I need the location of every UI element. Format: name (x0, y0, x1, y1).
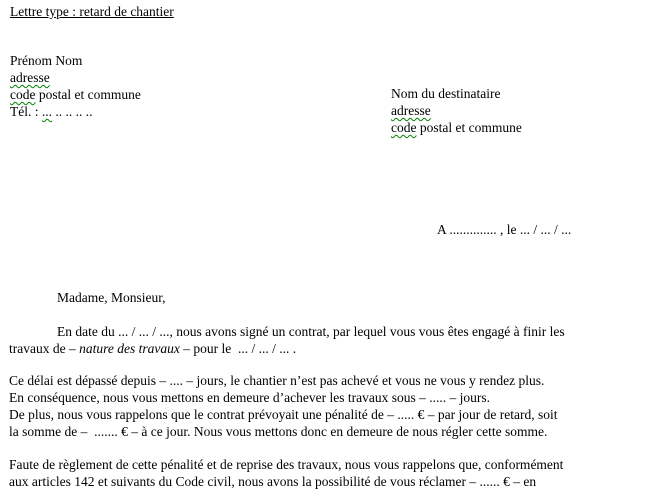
sender-phone-line (10, 103, 141, 120)
recipient-postal-word: code (391, 120, 417, 135)
sender-phone-dots: .. .. .. .. (52, 104, 93, 119)
page-title: Lettre type : retard de chantier (10, 4, 174, 19)
sender-block (10, 52, 141, 120)
sender-postal-line (10, 86, 141, 103)
recipient-name: Nom du destinataire (391, 86, 501, 101)
recipient-address-text: adresse (391, 103, 431, 118)
recipient-postal-line (391, 119, 522, 136)
paragraph1-line2 (9, 340, 650, 357)
p1-l2-pre: travaux de – (9, 341, 80, 356)
p1-l2-italic-phrase: nature des travaux (79, 341, 180, 356)
sender-phone-label: Tél. : (10, 104, 42, 119)
sender-postal-word: code (10, 87, 36, 102)
recipient-address (391, 102, 522, 119)
paragraph3-line1: Faute de règlement de cette pénalité et de reprise des travaux, nous vous rappelons que, conformément (9, 457, 564, 472)
sender-address-text: adresse (10, 70, 50, 85)
salutation: Madame, Monsieur, (57, 290, 166, 305)
recipient-block (391, 85, 522, 136)
paragraph2-line2: En conséquence, nous vous mettons en demeure d’achever les travaux sous – ..... – jours. (9, 390, 490, 405)
paragraph2-line1: Ce délai est dépassé depuis – .... – jours, le chantier n’est pas achevé et vous ne vous y rendez plus. (9, 373, 545, 388)
sender-name: Prénom Nom (10, 53, 83, 68)
paragraph3-line2: aux articles 142 et suivants du Code civil, nous avons la possibilité de vous réclamer – ...... € – en (9, 474, 537, 489)
paragraph2-line3: De plus, nous vous rappelons que le contrat prévoyait une pénalité de – ..... € – par jour de retard, soit (9, 407, 558, 422)
blank-line (9, 306, 650, 323)
paragraph-gap (9, 440, 650, 456)
sender-postal-rest: postal et commune (35, 87, 141, 102)
paragraph2-line4: la somme de – ....... € – à ce jour. Nous vous mettons donc en demeure de nous régler cette somme. (9, 424, 548, 439)
sender-phone-dots-checked: ... (41, 104, 52, 119)
p1-l2-post: – pour le ... / ... / ... . (179, 341, 297, 356)
paragraph-gap (9, 357, 650, 372)
letter-body (9, 289, 650, 490)
paragraph1-line1: En date du ... / ... / ..., nous avons signé un contrat, par lequel vous vous êtes engagé à finir les (57, 324, 565, 339)
sender-address (10, 69, 141, 86)
recipient-postal-rest: postal et commune (416, 120, 522, 135)
date-place-line: A .............. , le ... / ... / ... (437, 222, 572, 237)
